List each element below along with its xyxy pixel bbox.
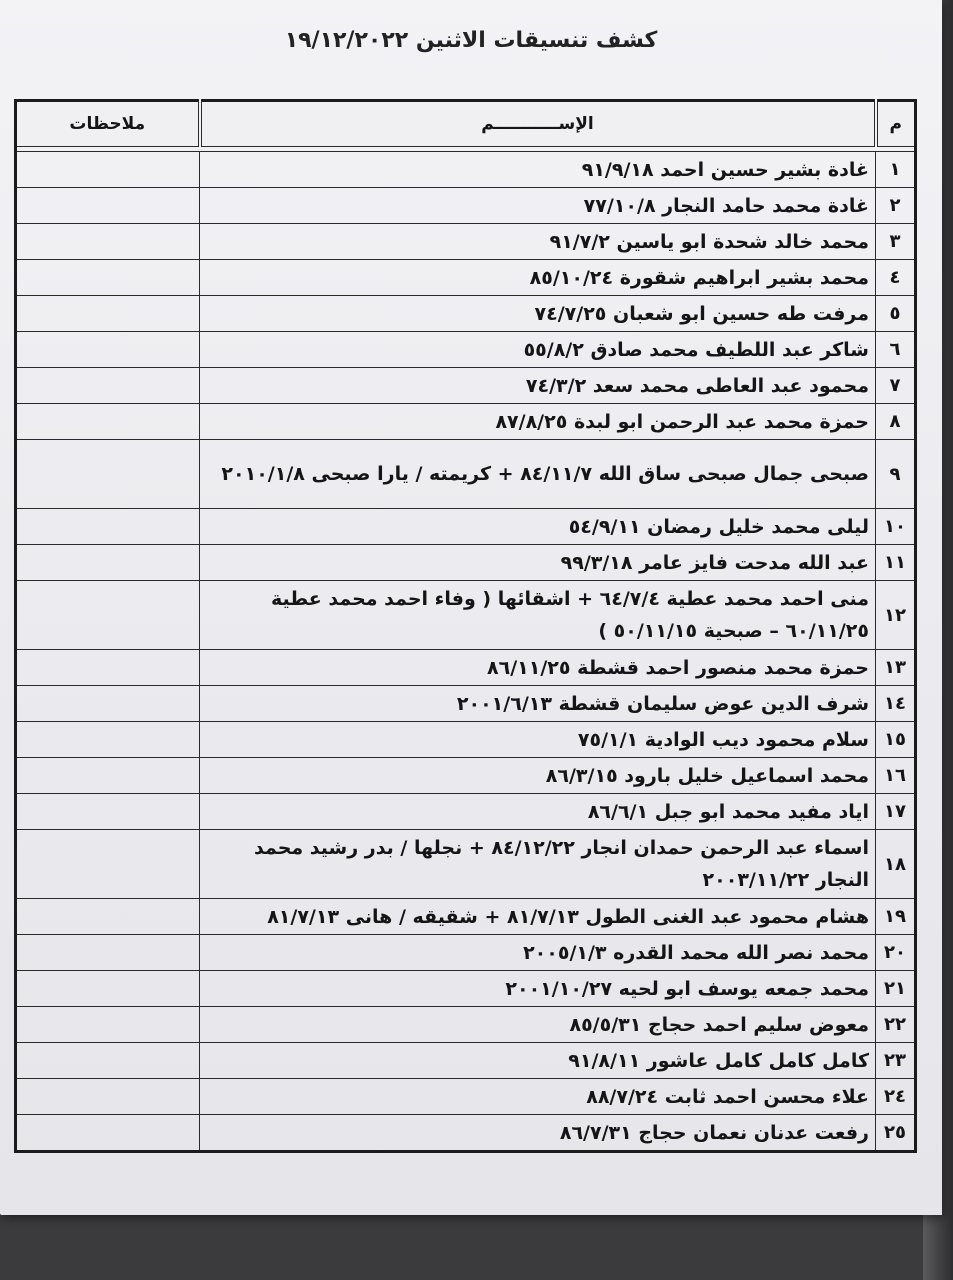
row-notes (16, 581, 200, 650)
row-notes (16, 296, 200, 332)
row-number: ٢٤ (876, 1079, 916, 1115)
row-number: ٣ (876, 224, 916, 260)
table-row (16, 899, 916, 935)
row-name: كامل كامل كامل عاشور ٩١/٨/١١ (200, 1043, 876, 1079)
row-name: صبحى جمال صبحى ساق الله ٨٤/١١/٧ + كريمته / يارا صبحى ٢٠١٠/١/٨ (200, 440, 876, 509)
row-name: محمد خالد شحدة ابو ياسين ٩١/٧/٢ (200, 224, 876, 260)
row-number: ٧ (876, 368, 916, 404)
table-row (16, 188, 916, 224)
table-row (16, 581, 916, 650)
table-row (16, 794, 916, 830)
table-row (16, 368, 916, 404)
table-row (16, 1007, 916, 1043)
row-name: حمزة محمد منصور احمد قشطة ٨٦/١١/٢٥ (200, 650, 876, 686)
header-notes: ملاحظات (16, 101, 200, 147)
row-notes (16, 1007, 200, 1043)
row-number: ١ (876, 152, 916, 188)
names-table (14, 99, 917, 1153)
row-name: منى احمد محمد عطية ٦٤/٧/٤ + اشقائها ( وفاء احمد محمد عطية ٦٠/١١/٢٥ – صبحية ٥٠/١١/١٥ ) (200, 581, 876, 650)
header-number: م (876, 101, 916, 147)
row-notes (16, 971, 200, 1007)
row-name: غادة محمد حامد النجار ٧٧/١٠/٨ (200, 188, 876, 224)
row-name: محمد بشير ابراهيم شقورة ٨٥/١٠/٢٤ (200, 260, 876, 296)
row-notes (16, 545, 200, 581)
row-notes (16, 830, 200, 899)
table-row (16, 152, 916, 188)
table-row (16, 545, 916, 581)
row-number: ٢٢ (876, 1007, 916, 1043)
row-number: ٢٣ (876, 1043, 916, 1079)
table-row (16, 332, 916, 368)
table-row (16, 935, 916, 971)
row-notes (16, 1115, 200, 1152)
table-row (16, 224, 916, 260)
row-number: ٢١ (876, 971, 916, 1007)
row-number: ١٢ (876, 581, 916, 650)
header-name: الإســـــــــــم (200, 101, 876, 147)
row-name: معوض سليم احمد حجاج ٨٥/٥/٣١ (200, 1007, 876, 1043)
table-row (16, 1043, 916, 1079)
row-name: محمود عبد العاطى محمد سعد ٧٤/٣/٢ (200, 368, 876, 404)
table-row (16, 686, 916, 722)
row-number: ١٣ (876, 650, 916, 686)
row-notes (16, 935, 200, 971)
row-notes (16, 1079, 200, 1115)
row-number: ٩ (876, 440, 916, 509)
row-name: حمزة محمد عبد الرحمن ابو لبدة ٨٧/٨/٢٥ (200, 404, 876, 440)
row-number: ٨ (876, 404, 916, 440)
table-row (16, 1079, 916, 1115)
row-number: ١٨ (876, 830, 916, 899)
row-name: محمد اسماعيل خليل بارود ٨٦/٣/١٥ (200, 758, 876, 794)
row-name: غادة بشير حسين احمد ٩١/٩/١٨ (200, 152, 876, 188)
row-number: ٦ (876, 332, 916, 368)
row-notes (16, 152, 200, 188)
row-name: ليلى محمد خليل رمضان ٥٤/٩/١١ (200, 509, 876, 545)
table-row (16, 758, 916, 794)
row-notes (16, 686, 200, 722)
row-name: هشام محمود عبد الغنى الطول ٨١/٧/١٣ + شقيقه / هانى ٨١/٧/١٣ (200, 899, 876, 935)
table-row (16, 404, 916, 440)
row-name: اياد مفيد محمد ابو جبل ٨٦/٦/١ (200, 794, 876, 830)
row-name: سلام محمود ديب الوادية ٧٥/١/١ (200, 722, 876, 758)
row-notes (16, 509, 200, 545)
row-number: ٢٠ (876, 935, 916, 971)
row-name: مرفت طه حسين ابو شعبان ٧٤/٧/٢٥ (200, 296, 876, 332)
row-notes (16, 260, 200, 296)
row-notes (16, 368, 200, 404)
table-row (16, 722, 916, 758)
row-number: ٢ (876, 188, 916, 224)
row-name: محمد نصر الله محمد القدره ٢٠٠٥/١/٣ (200, 935, 876, 971)
page-title: كشف تنسيقات الاثنين ١٩/١٢/٢٠٢٢ (284, 28, 658, 53)
row-number: ١٧ (876, 794, 916, 830)
row-notes (16, 1043, 200, 1079)
table-row (16, 440, 916, 509)
table-row (16, 260, 916, 296)
row-name: شرف الدين عوض سليمان قشطة ٢٠٠١/٦/١٣ (200, 686, 876, 722)
row-notes (16, 404, 200, 440)
row-notes (16, 650, 200, 686)
row-notes (16, 188, 200, 224)
row-number: ١٥ (876, 722, 916, 758)
row-number: ١٦ (876, 758, 916, 794)
row-notes (16, 758, 200, 794)
row-notes (16, 794, 200, 830)
table-row (16, 1115, 916, 1152)
row-name: رفعت عدنان نعمان حجاج ٨٦/٧/٣١ (200, 1115, 876, 1152)
row-name: علاء محسن احمد ثابت ٨٨/٧/٢٤ (200, 1079, 876, 1115)
row-name: اسماء عبد الرحمن حمدان انجار ٨٤/١٢/٢٢ + نجلها / بدر رشيد محمد النجار ٢٠٠٣/١١/٢٢ (200, 830, 876, 899)
row-notes (16, 899, 200, 935)
row-number: ٤ (876, 260, 916, 296)
row-name: عبد الله مدحت فايز عامر ٩٩/٣/١٨ (200, 545, 876, 581)
row-notes (16, 440, 200, 509)
table-row (16, 296, 916, 332)
table-header-row (16, 101, 916, 147)
table-row (16, 830, 916, 899)
row-number: ٥ (876, 296, 916, 332)
table-row (16, 650, 916, 686)
row-number: ٢٥ (876, 1115, 916, 1152)
row-notes (16, 224, 200, 260)
row-number: ١٤ (876, 686, 916, 722)
table-body (16, 152, 916, 1152)
row-name: شاكر عبد اللطيف محمد صادق ٥٥/٨/٢ (200, 332, 876, 368)
row-number: ١١ (876, 545, 916, 581)
table-row (16, 509, 916, 545)
table-row (16, 971, 916, 1007)
row-notes (16, 332, 200, 368)
row-notes (16, 722, 200, 758)
row-name: محمد جمعه يوسف ابو لحيه ٢٠٠١/١٠/٢٧ (200, 971, 876, 1007)
row-number: ١٩ (876, 899, 916, 935)
row-number: ١٠ (876, 509, 916, 545)
